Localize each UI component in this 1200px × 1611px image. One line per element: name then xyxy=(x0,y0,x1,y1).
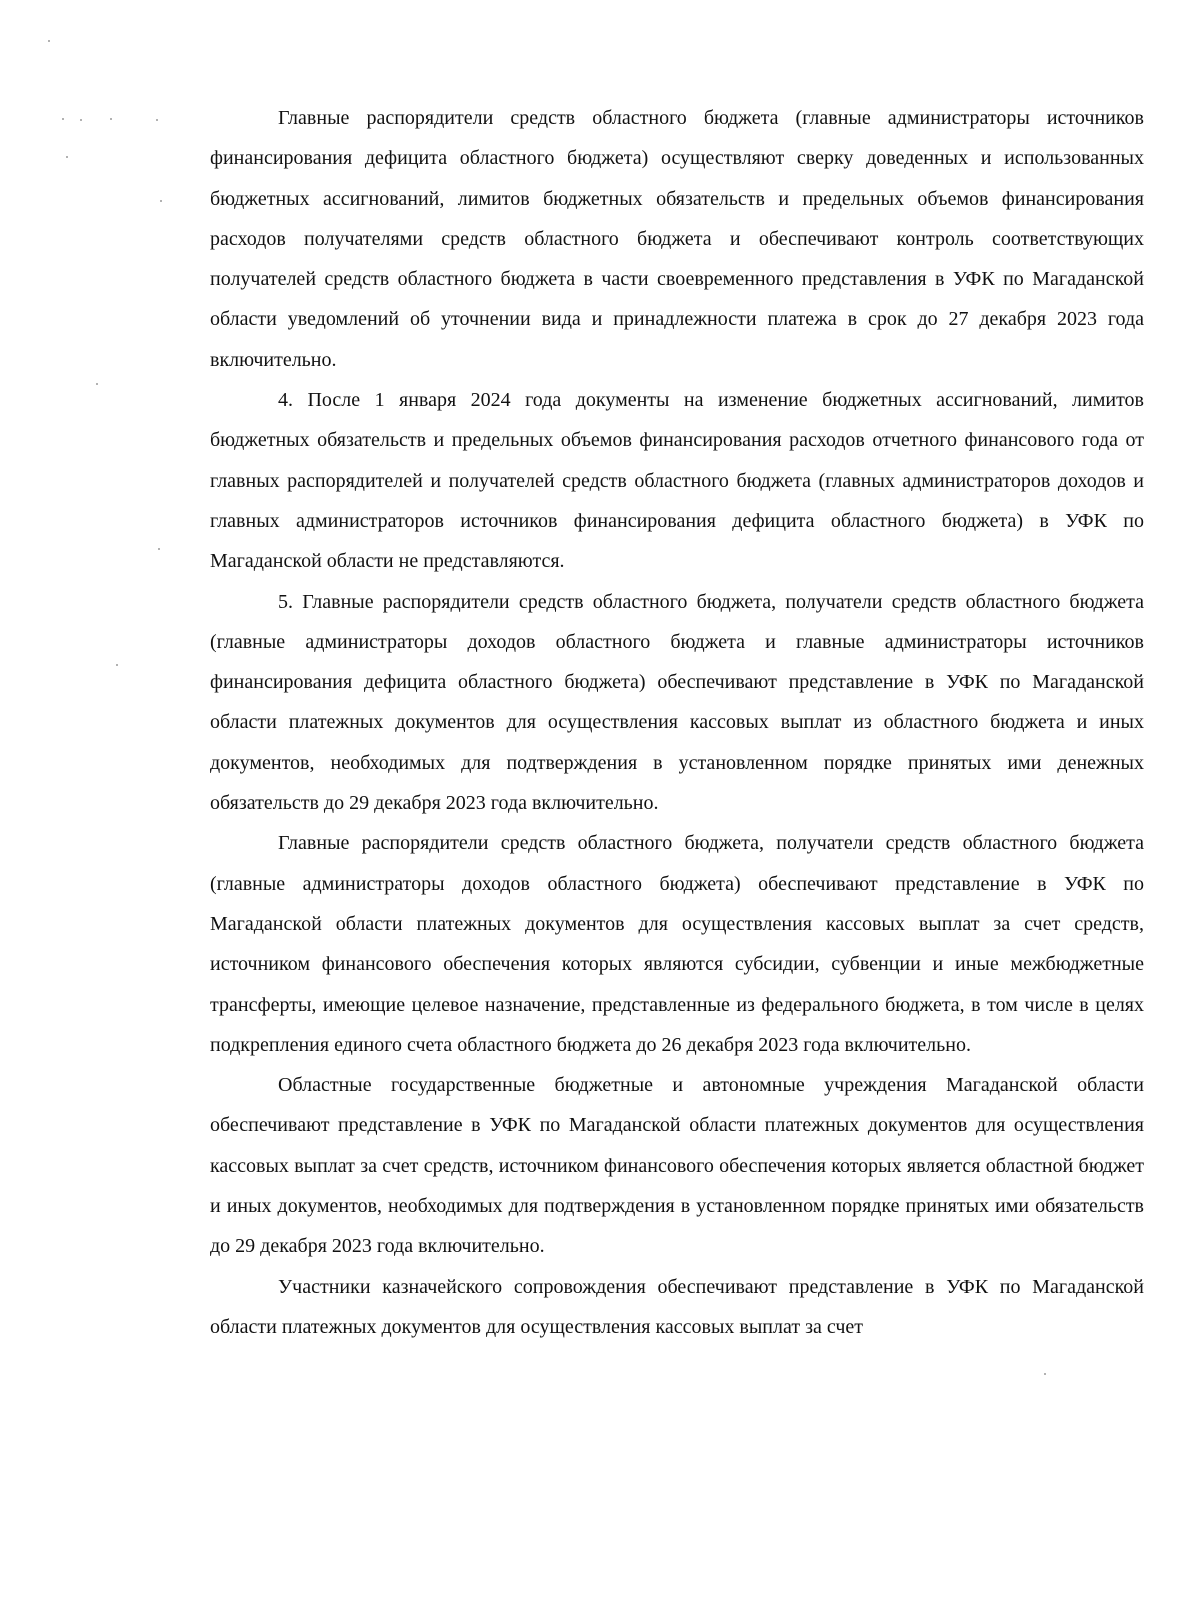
scan-speck xyxy=(1044,1373,1046,1375)
scan-speck xyxy=(96,383,98,385)
paragraph-reconciliation: Главные распорядители средств областного бюджета (главные администраторы источников финансирования дефицита областного бюджета) осуществляют сверку доведенных и использованных бюджетных ассигнований, лимитов бюджетных обязательств и предельных объемов финансирования расходов получателями средств областного бюджета и обеспечивают контроль соответствующих получателей средств областного бюджета в части своевременного представления в УФК по Магаданской области уведомлений об уточнении вида и принадлежности платежа в срок до 27 декабря 2023 года включительно. xyxy=(210,107,1144,371)
scan-speck xyxy=(48,40,50,42)
document-body xyxy=(210,98,1144,1347)
paragraph-treasury-support: Участники казначейского сопровождения обеспечивают представление в УФК по Магаданской области платежных документов для осуществления кассовых выплат за счет xyxy=(210,1275,1144,1338)
scan-speck xyxy=(110,118,112,120)
scan-speck xyxy=(66,156,68,158)
paragraph-federal-transfers: Главные распорядители средств областного бюджета, получатели средств областного бюджета (главные администраторы доходов областного бюджета) обеспечивают представление в УФК по Магаданской области платежных документов для осуществления кассовых выплат за счет средств, источником финансового обеспечения которых являются субсидии, субвенции и иные межбюджетные трансферты, имеющие целевое назначение, представленные из федерального бюджета, в том числе в целях подкрепления единого счета областного бюджета до 26 декабря 2023 года включительно. xyxy=(210,832,1144,1056)
scan-speck xyxy=(116,664,118,666)
scan-speck xyxy=(158,548,160,550)
scan-speck xyxy=(62,118,64,120)
scan-speck xyxy=(80,119,82,121)
paragraph-institutions: Областные государственные бюджетные и автономные учреждения Магаданской области обеспечивают представление в УФК по Магаданской области платежных документов для осуществления кассовых выплат за счет средств, источником финансового обеспечения которых является областной бюджет и иных документов, необходимых для подтверждения в установленном порядке принятых ими обязательств до 29 декабря 2023 года включительно. xyxy=(210,1074,1144,1258)
scan-speck xyxy=(160,200,162,202)
paragraph-item-5: 5. Главные распорядители средств областного бюджета, получатели средств областного бюджета (главные администраторы доходов областного бюджета и главные администраторы источников финансирования дефицита областного бюджета) обеспечивают представление в УФК по Магаданской области платежных документов для осуществления кассовых выплат из областного бюджета и иных документов, необходимых для подтверждения в установленном порядке принятых ими денежных обязательств до 29 декабря 2023 года включительно. xyxy=(210,590,1144,815)
scan-speck xyxy=(156,119,158,121)
paragraph-item-4: 4. После 1 января 2024 года документы на изменение бюджетных ассигнований, лимитов бюджетных обязательств и предельных объемов финансирования расходов отчетного финансового года от главных распорядителей и получателей средств областного бюджета (главных администраторов доходов и главных администраторов источников финансирования дефицита областного бюджета) в УФК по Магаданской области не представляются. xyxy=(210,389,1144,573)
